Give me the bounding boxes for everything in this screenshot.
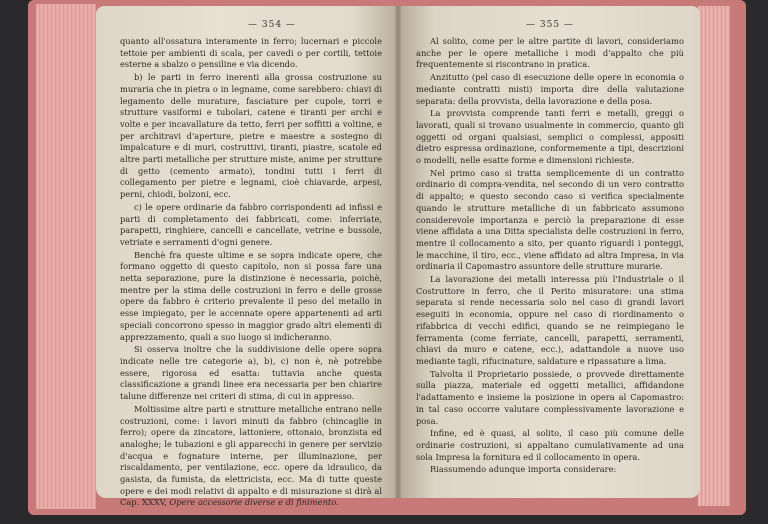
paragraph: Si osserva inoltre che la suddivisione delle opere sopra indicate nelle tre categorie a), b), c) non è, nè potrebbe essere, rigorosa ed esatta: tuttavia anche questa classificazione a grandi linee era necessaria per ben chiarire talune differenze nei criteri di stima, di cui in appresso. [120,344,382,402]
book-edge-left [36,4,96,509]
book-edge-right [698,6,730,506]
paragraph: b) le parti in ferro inerenti alla grossa costruzione su muraria che in pietra o in legname, come sarebbero: chiavi di legamento delle murature, fasciature per cupole, torri e strutture vasiformi e tubolari, catene e tiranti per archi e volte e per incavallature da tetto, ferri per soffitti a voltine, e per architravi d'aperture, pietre e maestre a sostegno di impalcature e di muri, costruttivi, tiranti, piastre, scatole ed altre parti metalliche per strutture miste, anime per strutture di getto (cemento armato), tondini tutti i ferri di collegamento per pietre e legnami, cioè chiavarde, arpesi, perni, chiodi, bolzoni, ecc. [120,72,382,200]
paragraph: c) le opere ordinarie da fabbro corrispondenti ad infissi e parti di completamento dei fabbricati, come: inferriate, parapetti, ringhiere, cancelli e cancellate, vetrine e bussole, vetriate e serramenti d'ogni genere. [120,201,382,247]
paragraph: Riassumendo adunque importa considerare: [430,464,617,475]
page-number: — 354 — [248,20,296,30]
page-body [416,36,684,477]
paragraph: Infine, ed è quasi, al solito, il caso più comune delle ordinarie costruzioni, si appaltano cumulativamente ad una sola Impresa la fornitura ed il collocamento in opera. [416,428,684,462]
right-page [398,6,700,498]
page-number: — 355 — [526,20,574,30]
paragraph: Al solito, come per le altre partite di lavori, consideriamo anche per le opere metalliche i modi d'appalto che più frequentemente si riscontrano in pratica. [416,36,684,70]
paragraph-last [120,404,382,509]
paragraph: Anzitutto (pel caso di esecuzione delle opere in economia o mediante contratti misti) importa dire della valutazione separata: della provvista, della lavorazione e della posa. [416,72,684,106]
paragraph: quanto all'ossatura interamente in ferro; lucernari e piccole tettoie per ambienti di scala, per cavedi o per cortili, tettoie esterne a sbalzo o pensiline e via dicendo. [120,36,382,70]
paragraph-text: Moltissime altre parti e strutture metalliche entrano nelle costruzioni, come: i lavori minuti da fabbro (chincaglie in ferro); opere da zincatore, lattoniere, ottonaio, bronzista ed analoghe; le tubazioni e gli apparecchi in genere per servizio d'acqua e fognature interne, per illuminazione, per riscaldamento, per ventilazione, ecc. opere da idraulico, da gasista, da fumista, da elettricista, ecc. Ma di tutte queste opere e dei modi relativi di appalto e di misurazione si dirà al Cap. XXXV, [120,403,382,508]
paragraph: La lavorazione dei metalli interessa più l'Industriale o il Costruttore in ferro, che il Perito misuratore: una stima separata si rende necessaria solo nel caso di grandi lavori eseguiti in economia, oppure nel caso di riordinamento o rifabbrica di vecchi edifici, quando se ne reimpiegano le ferramenta (come ferriate, cancelli, parapetti, serramenti, chiavi da muro e catene, ecc.), adattandole a nuove uso mediante tagli, rifucinature, saldature e ripassature a lima. [416,274,684,366]
paragraph: La provvista comprende tanti ferri e metalli, greggi o lavorati, quali si trovano usualmente in commercio, quanto gli oggetti od organi qualsiasi, semplici o complessi, appositi dietro espressa ordinazione, conformemente a tipi, descrizioni o modelli, nelle esatte forme e dimensioni richieste. [416,108,684,166]
page-body [120,36,382,510]
paragraph: Benchè fra queste ultime e se sopra indicate opere, che formano oggetto di questo capitolo, non si possa fare una netta separazione, pure la distinzione è necessaria, poichè, mentre per la stima delle costruzioni in ferro e delle grosse opere da fabbro è criterio prevalente il peso del metallo in esse impiegato, per le accennate opere appartenenti ad arti speciali concorrono spesso in maggior grado altri elementi di apprezzamento, quali a suo luogo si indicheranno. [120,249,382,342]
chapter-reference: Opere accessorie diverse e di finimento. [169,497,339,508]
left-page [96,6,398,508]
paragraph: Nel primo caso si tratta semplicemente di un contratto ordinario di compra-vendita, nel secondo di un vero contratto di appalto; e questo secondo caso si verifica specialmente quando le strutture metalliche di un fabbricato assumono considerevole importanza e perciò la preparazione di esse viene affidata a una Ditta specialista delle costruzioni in ferro, mentre il collocamento a sito, per quanto riguardi i ponteggi, le macchine, il tiro, ecc., viene affidato ad altra Impresa, in via ordinaria il Capomastro assuntore delle strutture murarie. [416,167,684,272]
book-gutter [394,6,402,498]
paragraph: Talvolta il Proprietario possiede, o provvede direttamente sulla piazza, materiale ed oggetti metallici, affidandone l'adattamento e insieme la posizione in opera al Capomastro: in tal caso occorre valutare complessivamente lavorazione e posa. [416,368,684,426]
